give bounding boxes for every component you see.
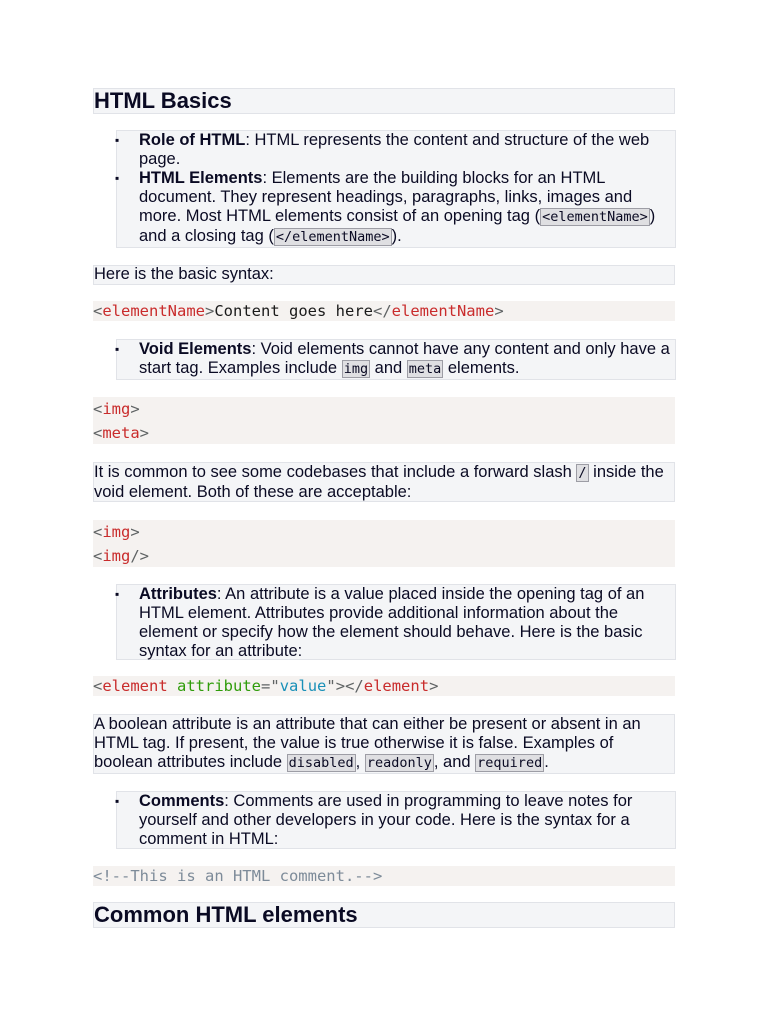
code-punct: > <box>494 302 504 320</box>
text-html-elements-a: : Elements are the building blocks for an HTML document. They represent headings, paragraphs, links, images and more. Most HTML elements consist of an opening tag ( <box>139 169 633 225</box>
code-tag: img <box>102 400 131 418</box>
term-attributes: Attributes <box>139 585 217 603</box>
code-punct: > <box>130 523 140 541</box>
para-boolean-end: . <box>544 753 549 771</box>
code-punct: > <box>205 302 215 320</box>
code-tag: meta <box>102 424 140 442</box>
list-basics <box>116 130 676 248</box>
para-void-text-a: It is common to see some codebases that include a forward slash <box>94 463 577 481</box>
inline-code-readonly: readonly <box>366 755 432 771</box>
text-void-elements-b: and <box>370 359 407 377</box>
heading-common-html-elements: Common HTML elements <box>94 902 358 927</box>
bullet-icon: ▪ <box>115 171 120 185</box>
code-value: value <box>279 677 327 695</box>
text-void-elements-a: : Void elements cannot have any content and only have a start tag. Examples include <box>139 340 670 377</box>
code-punct: /> <box>130 547 150 565</box>
code-punct: = <box>261 677 271 695</box>
inline-code-img: img <box>343 361 369 377</box>
code-line <box>93 397 675 421</box>
inline-code-meta: meta <box>408 361 442 377</box>
heading-common-html-elements-block <box>93 902 675 928</box>
code-punct: < <box>93 547 103 565</box>
code-punct: " <box>270 677 280 695</box>
code-line <box>93 520 675 544</box>
inline-code-slash: / <box>578 465 587 481</box>
code-tag: elementName <box>391 302 495 320</box>
inline-code-required: required <box>477 755 543 771</box>
para-basic-syntax-text: Here is the basic syntax: <box>94 265 274 283</box>
text-comments: : Comments are used in programming to leave notes for yourself and other developers in your code. Here is the syntax for a comment in HTML: <box>139 792 633 848</box>
code-punct: </ <box>345 677 364 695</box>
inline-code-closing-tag: </elementName> <box>275 229 390 245</box>
code-tag: elementName <box>102 302 205 320</box>
para-basic-syntax <box>93 265 675 285</box>
text-html-elements-b: ) and a closing tag ( <box>139 207 656 245</box>
code-block-basic-syntax <box>93 301 675 321</box>
inline-code-disabled: disabled <box>288 755 354 771</box>
heading-html-basics-block <box>93 88 675 114</box>
list-item-role-of-html <box>115 131 675 169</box>
text-attributes: : An attribute is a value placed inside the opening tag of an HTML element. Attributes provide additional information about the element or specify how the element should behave. Here is the basic syntax for an attribute: <box>139 585 645 660</box>
para-boolean-sep: , and <box>433 753 476 771</box>
code-content: Content goes here <box>214 302 373 320</box>
code-tag: element <box>363 677 430 695</box>
text-role-of-html: : HTML represents the content and structure of the web page. <box>139 131 650 168</box>
code-block-void-examples <box>93 397 675 444</box>
bullet-icon: ▪ <box>115 587 120 601</box>
text-html-elements-c: ). <box>391 227 402 245</box>
para-void-text-b: inside the void element. Both of these are acceptable: <box>94 463 664 501</box>
code-punct: < <box>93 424 103 442</box>
bullet-icon: ▪ <box>115 794 120 808</box>
code-punct: > <box>139 424 150 442</box>
code-line <box>93 301 675 321</box>
term-role-of-html: Role of HTML <box>139 131 246 149</box>
code-punct: > <box>130 400 140 418</box>
code-punct: < <box>93 302 103 320</box>
code-block-void-slash <box>93 520 675 567</box>
code-attr: attribute <box>177 677 262 695</box>
code-tag: element <box>102 677 168 695</box>
code-line <box>93 544 675 568</box>
inline-code-opening-tag: <elementName> <box>542 209 648 225</box>
code-punct: < <box>93 400 103 418</box>
list-item-attributes <box>115 585 675 661</box>
code-comment: <!--This is an HTML comment.--> <box>93 867 383 885</box>
para-void-slash <box>93 462 675 502</box>
code-block-comment <box>93 866 675 886</box>
para-boolean-text: A boolean attribute is an attribute that can either be present or absent in an HTML tag. If present, the value is true otherwise it is false. Examples of boolean attributes include <box>94 715 641 771</box>
text-void-elements-c: elements. <box>443 359 520 377</box>
para-boolean-sep: , <box>355 753 365 771</box>
code-punct: </ <box>372 302 392 320</box>
term-html-elements: HTML Elements <box>139 169 263 187</box>
code-block-attribute-syntax <box>93 676 675 696</box>
list-item-comments <box>115 792 675 849</box>
term-void-elements: Void Elements <box>139 340 252 358</box>
list-item-html-elements <box>115 169 675 247</box>
code-tag: img <box>102 547 131 565</box>
heading-html-basics: HTML Basics <box>94 88 232 113</box>
code-punct: > <box>335 677 346 695</box>
list-void-elements <box>116 339 676 380</box>
list-comments <box>116 791 676 849</box>
code-line <box>93 676 675 696</box>
term-comments: Comments <box>139 792 225 810</box>
list-attributes <box>116 584 676 660</box>
code-punct: < <box>93 523 103 541</box>
list-item-void-elements <box>115 340 675 379</box>
bullet-icon: ▪ <box>115 133 120 147</box>
code-line <box>93 421 675 445</box>
bullet-icon: ▪ <box>115 342 120 356</box>
code-tag: img <box>102 523 131 541</box>
code-punct: > <box>429 677 439 695</box>
code-punct: < <box>93 677 103 695</box>
code-punct: " <box>326 677 336 695</box>
para-boolean-attributes <box>93 714 675 774</box>
